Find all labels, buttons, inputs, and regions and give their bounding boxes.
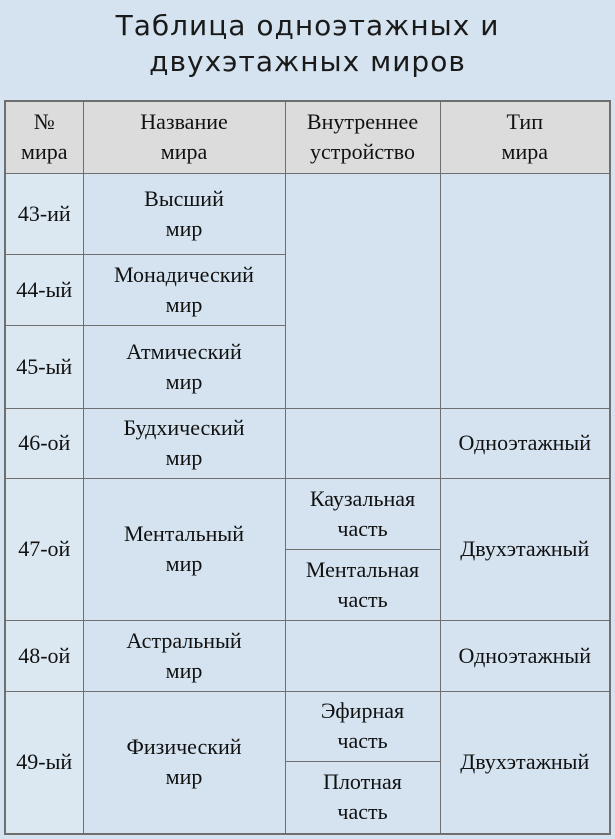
world-name: Высший мир <box>83 173 285 254</box>
world-name: Ментальный мир <box>83 478 285 620</box>
inner-structure-empty <box>285 173 440 408</box>
title-line-1: Таблица одноэтажных и <box>115 9 500 42</box>
table-row <box>5 173 610 254</box>
world-type: Двухэтажный <box>440 478 610 620</box>
page-title <box>0 8 615 80</box>
world-name: Монадический мир <box>83 254 285 325</box>
worlds-table <box>4 100 611 835</box>
table-row <box>5 478 610 549</box>
world-number: 48-ой <box>5 620 83 691</box>
title-line-2: двухэтажных миров <box>149 45 466 78</box>
world-number: 45-ый <box>5 325 83 408</box>
world-name: Атмический мир <box>83 325 285 408</box>
world-name: Физический мир <box>83 691 285 834</box>
world-type: Одноэтажный <box>440 620 610 691</box>
inner-part: Каузальная часть <box>285 478 440 549</box>
world-number: 43-ий <box>5 173 83 254</box>
table-row <box>5 691 610 761</box>
world-number: 46-ой <box>5 408 83 478</box>
inner-structure-empty <box>285 408 440 478</box>
header-number: № мира <box>5 101 83 173</box>
world-type-empty <box>440 173 610 408</box>
world-name: Будхический мир <box>83 408 285 478</box>
world-name: Астральный мир <box>83 620 285 691</box>
inner-structure-empty <box>285 620 440 691</box>
world-number: 44-ый <box>5 254 83 325</box>
world-number: 47-ой <box>5 478 83 620</box>
header-inner-structure: Внутреннее устройство <box>285 101 440 173</box>
inner-part: Ментальная часть <box>285 549 440 620</box>
world-type: Одноэтажный <box>440 408 610 478</box>
inner-part: Плотная часть <box>285 761 440 834</box>
table-row <box>5 620 610 691</box>
world-number: 49-ый <box>5 691 83 834</box>
world-type: Двухэтажный <box>440 691 610 834</box>
table-row <box>5 408 610 478</box>
header-name: Название мира <box>83 101 285 173</box>
header-row <box>5 101 610 173</box>
inner-part: Эфирная часть <box>285 691 440 761</box>
header-type: Тип мира <box>440 101 610 173</box>
